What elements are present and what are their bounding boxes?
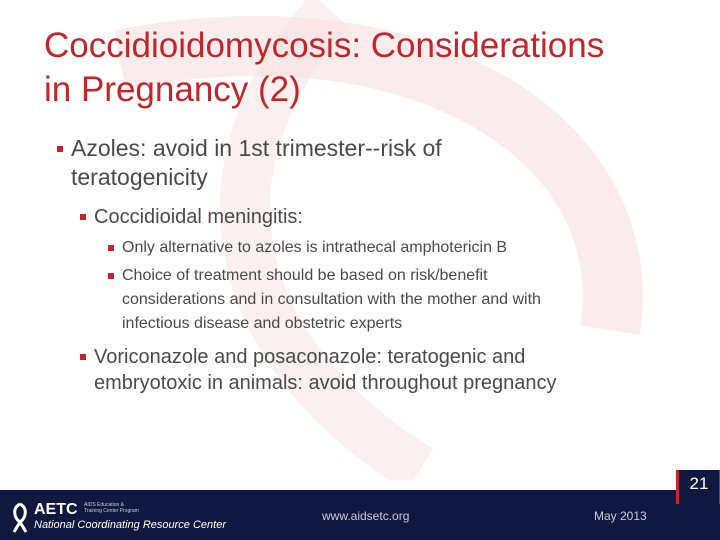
footer-bar bbox=[0, 490, 720, 540]
bullet-text-line: Azoles: avoid in 1st trimester--risk of bbox=[71, 135, 442, 161]
square-bullet-icon bbox=[80, 354, 86, 360]
bullet-azoles bbox=[71, 134, 671, 192]
bullet-text-line: considerations and in consultation with the mother and with bbox=[122, 291, 541, 308]
title-line-1: Coccidioidomycosis: Considerations bbox=[44, 26, 605, 65]
bullet-text-line: teratogenicity bbox=[71, 164, 208, 190]
page-number: 21 bbox=[689, 474, 709, 493]
logo-resource-center-text: National Coordinating Resource Center bbox=[34, 519, 226, 531]
red-ribbon-icon bbox=[14, 504, 26, 532]
logo-aetc-text: AETC bbox=[34, 501, 78, 518]
bullet-text-line: Coccidioidal meningitis: bbox=[94, 206, 303, 228]
square-bullet-icon bbox=[108, 273, 114, 279]
bullet-voriconazole bbox=[94, 344, 684, 396]
bullet-amphotericin bbox=[122, 236, 682, 260]
logo-small-line-2: Training Center Program bbox=[84, 508, 139, 514]
bullet-meningitis bbox=[94, 204, 674, 230]
website-link[interactable]: www.aidsetc.org bbox=[322, 509, 410, 523]
square-bullet-icon bbox=[57, 146, 63, 152]
bullet-text-line: Voriconazole and posaconazole: teratogenic and bbox=[94, 346, 526, 368]
logo-small-line-1: AIDS Education & bbox=[84, 502, 125, 508]
slide-title bbox=[44, 24, 684, 112]
page-number-box bbox=[676, 470, 720, 504]
bullet-treatment-choice bbox=[122, 264, 692, 336]
title-line-2: in Pregnancy (2) bbox=[44, 70, 301, 109]
square-bullet-icon bbox=[108, 245, 114, 251]
presentation-date: May 2013 bbox=[594, 509, 647, 523]
square-bullet-icon bbox=[80, 214, 86, 220]
bullet-text-line: Choice of treatment should be based on risk/benefit bbox=[122, 267, 488, 284]
bullet-text-line: infectious disease and obstetric experts bbox=[122, 315, 403, 332]
bullet-text-line: Only alternative to azoles is intrathecal amphotericin B bbox=[122, 239, 508, 256]
bullet-text-line: embryotoxic in animals: avoid throughout pregnancy bbox=[94, 372, 557, 394]
aetc-logo bbox=[8, 498, 238, 534]
